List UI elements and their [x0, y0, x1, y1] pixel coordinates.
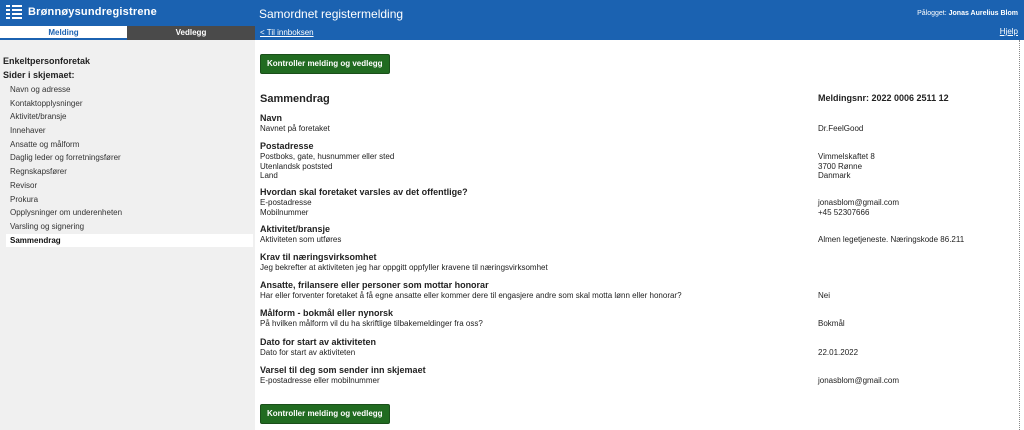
field-label: Utenlandsk poststed	[260, 161, 333, 171]
summary-row	[260, 376, 1000, 386]
section-heading: Navn	[260, 113, 283, 123]
field-value: jonasblom@gmail.com	[818, 198, 900, 207]
field-label: Har eller forventer foretaket å få egne ansatte eller kommer dere til engasjere andre som skal motta lønn eller honorar?	[260, 291, 682, 300]
field-value: Bokmål	[818, 319, 845, 328]
logged-in-label: Pålogget:	[917, 10, 947, 17]
logged-in-status	[917, 10, 1018, 17]
section-heading: Målform - bokmål eller nynorsk	[260, 308, 394, 318]
field-value: Vimmelskaftet 8	[818, 152, 875, 161]
check-message-button-top[interactable]: Kontroller melding og vedlegg	[260, 54, 390, 74]
sidebar-item-aktivitet-bransje[interactable]: Aktivitet/bransje	[10, 112, 67, 122]
back-to-inbox-link[interactable]: < Til innboksen	[260, 28, 314, 37]
summary-row	[260, 171, 1000, 181]
section-aktivitet	[260, 224, 1000, 245]
summary-row	[260, 291, 1000, 301]
sidebar-subtitle: Sider i skjemaet:	[3, 70, 75, 80]
field-value: jonasblom@gmail.com	[818, 376, 900, 385]
summary-title: Sammendrag	[260, 93, 330, 105]
sidebar-item-regnskapsforer[interactable]: Regnskapsfører	[10, 167, 67, 177]
section-dato	[260, 337, 1000, 358]
summary-row	[260, 348, 1000, 358]
sidebar-item-varsling-og-signering[interactable]: Varsling og signering	[10, 221, 85, 231]
field-label: Mobilnummer	[260, 207, 309, 217]
field-value: Dr.FeelGood	[818, 124, 864, 133]
section-heading: Hvordan skal foretaket varsles av det offentlige?	[260, 187, 468, 197]
sidebar-item-ansatte-og-malform[interactable]: Ansatte og målform	[10, 139, 80, 149]
section-heading: Krav til næringsvirksomhet	[260, 252, 377, 262]
sidebar-item-daglig-leder[interactable]: Daglig leder og forretningsfører	[10, 153, 121, 163]
sidebar-list	[0, 83, 255, 247]
summary-row	[260, 319, 1000, 329]
field-label: På hvilken målform vil du ha skriftlige tilbakemeldinger fra oss?	[260, 319, 483, 328]
main-content	[255, 40, 1024, 430]
tab-melding[interactable]: Melding	[0, 26, 127, 40]
sub-nav-bar	[255, 26, 1024, 40]
field-label: Dato for start av aktiviteten	[260, 348, 356, 357]
page-title: Samordnet registermelding	[259, 7, 404, 21]
field-value: Almen legetjeneste. Næringskode 86.211	[818, 235, 965, 244]
sidebar-item-sammendrag[interactable]: Sammendrag	[6, 234, 253, 248]
field-value: Danmark	[818, 171, 851, 180]
sidebar	[0, 40, 255, 430]
sidebar-item-innehaver[interactable]: Innehaver	[10, 126, 46, 136]
sidebar-item-underenheten[interactable]: Opplysninger om underenheten	[10, 208, 123, 218]
section-varsel-til-deg	[260, 365, 1000, 386]
section-heading: Dato for start av aktiviteten	[260, 337, 377, 347]
top-bar	[0, 0, 1024, 26]
logged-in-user: Jonas Aurelius Blom	[948, 10, 1018, 17]
section-heading: Ansatte, frilansere eller personer som mottar honorar	[260, 280, 489, 290]
field-label: Jeg bekrefter at aktiviteten jeg har oppgitt oppfyller kravene til næringsvirksomhet	[260, 263, 548, 272]
section-malform	[260, 308, 1000, 329]
section-krav	[260, 252, 1000, 273]
section-ansatte	[260, 280, 1000, 301]
help-link[interactable]: Hjelp	[999, 27, 1018, 36]
content-divider	[1019, 40, 1020, 430]
sidebar-item-prokura[interactable]: Prokura	[10, 194, 39, 204]
summary-row	[260, 124, 1000, 134]
sidebar-item-navn-og-adresse[interactable]: Navn og adresse	[10, 85, 71, 94]
section-heading: Varsel til deg som sender inn skjemaet	[260, 365, 426, 375]
message-number: Meldingsnr: 2022 0006 2511 12	[818, 93, 949, 103]
field-label: Postboks, gate, husnummer eller sted	[260, 152, 395, 161]
form-tabs	[0, 26, 255, 40]
field-label: E-postadresse eller mobilnummer	[260, 376, 380, 385]
section-navn	[260, 113, 1000, 134]
register-logo-icon	[6, 5, 22, 19]
sidebar-title: Enkeltpersonforetak	[3, 56, 91, 66]
field-value: 22.01.2022	[818, 348, 859, 357]
section-heading: Aktivitet/bransje	[260, 224, 331, 234]
field-value: +45 52307666	[818, 207, 870, 217]
field-label: E-postadresse	[260, 198, 312, 207]
field-value: Nei	[818, 291, 831, 300]
field-label: Land	[260, 171, 278, 180]
brand-name: Brønnøysundregistrene	[28, 6, 157, 18]
summary-row	[260, 162, 1000, 172]
check-message-button-bottom[interactable]: Kontroller melding og vedlegg	[260, 404, 390, 424]
summary-row	[260, 152, 1000, 162]
summary-row	[260, 198, 1000, 208]
field-value: 3700 Rønne	[818, 161, 863, 171]
sidebar-item-revisor[interactable]: Revisor	[10, 180, 38, 190]
tab-vedlegg[interactable]: Vedlegg	[127, 26, 255, 40]
field-label: Aktiviteten som utføres	[260, 235, 342, 244]
section-heading: Postadresse	[260, 141, 314, 151]
brand-logo[interactable]	[6, 5, 157, 19]
summary-row	[260, 208, 1000, 218]
summary-row	[260, 263, 1000, 273]
section-postadresse	[260, 141, 1000, 181]
section-varsling	[260, 187, 1000, 217]
field-label: Navnet på foretaket	[260, 124, 330, 133]
sidebar-item-kontaktopplysninger[interactable]: Kontaktopplysninger	[10, 98, 83, 108]
summary-row	[260, 235, 1000, 245]
